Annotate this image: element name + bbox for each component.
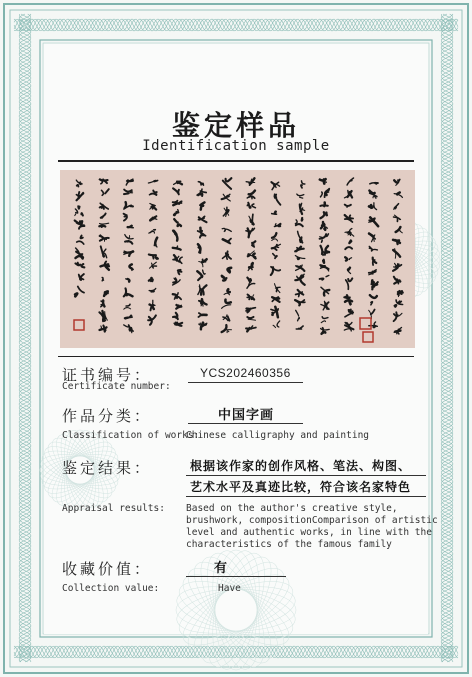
ink-character (247, 277, 255, 288)
ink-character (77, 236, 84, 245)
ink-character (394, 204, 399, 209)
title-divider (58, 160, 414, 162)
ink-character (296, 265, 305, 271)
ink-character (344, 323, 353, 332)
ink-character (394, 312, 402, 321)
ink-character (248, 263, 253, 270)
ink-character (100, 326, 107, 332)
ink-character (246, 178, 255, 185)
ink-character (173, 293, 181, 300)
classification-value-en: Chinese calligraphy and painting (186, 430, 370, 441)
ink-character (296, 310, 300, 320)
ink-character (370, 183, 378, 184)
ink-character (369, 270, 376, 275)
ink-character (271, 267, 280, 275)
ink-character (295, 300, 305, 305)
red-seal (74, 320, 84, 330)
appraisal-underline-2 (186, 496, 426, 497)
ink-character (321, 328, 330, 334)
ink-character (295, 218, 302, 226)
ink-character (395, 300, 403, 307)
ink-character (104, 291, 108, 296)
ink-character (150, 262, 157, 268)
ink-character (247, 295, 254, 300)
ink-character (274, 224, 280, 227)
ink-character (321, 301, 329, 310)
ink-character (150, 204, 156, 210)
ink-character (149, 230, 156, 234)
ink-character (246, 308, 255, 313)
ink-character (148, 315, 156, 324)
ink-character (370, 295, 377, 305)
ink-character (76, 180, 82, 187)
ink-character (125, 235, 133, 244)
ink-character (198, 182, 203, 186)
ink-character (223, 251, 232, 259)
ink-character (199, 299, 207, 307)
ink-character (149, 255, 158, 259)
ink-character (124, 202, 133, 209)
ink-character (222, 276, 227, 281)
ink-character (247, 317, 255, 320)
ink-character (369, 233, 376, 241)
ink-character (248, 251, 256, 258)
ink-character (398, 291, 403, 297)
ink-character (173, 278, 181, 285)
ink-character (222, 194, 231, 201)
ink-character (321, 317, 328, 323)
ink-character (102, 189, 109, 195)
ink-character (100, 235, 109, 241)
ink-character (321, 222, 328, 230)
ink-character (369, 217, 379, 226)
ink-character (345, 215, 353, 222)
ink-character (249, 214, 254, 224)
ink-character (99, 311, 107, 321)
ink-character (295, 247, 304, 252)
collection-value-underline (186, 576, 286, 577)
ink-character (320, 203, 327, 207)
ink-character (176, 305, 181, 309)
certificate-number-value: YCS202460356 (200, 366, 291, 380)
certificate-number-underline (188, 382, 303, 383)
ink-character (174, 219, 181, 226)
ink-character (223, 178, 232, 189)
ink-character (197, 189, 206, 196)
ink-character (148, 180, 157, 183)
ink-character (273, 254, 277, 259)
ink-character (101, 246, 107, 257)
ink-character (100, 203, 109, 209)
ink-character (174, 210, 179, 216)
ink-character (199, 323, 207, 330)
certificate-number-label: 证书编号： (62, 366, 153, 384)
ink-character (394, 180, 400, 186)
ink-character (198, 228, 206, 238)
ink-character (345, 205, 351, 208)
ink-character (394, 215, 401, 221)
ink-character (99, 223, 108, 227)
ink-character (321, 287, 329, 295)
ink-character (273, 321, 280, 328)
ink-character (197, 270, 205, 280)
ink-character (76, 248, 83, 259)
appraisal-value-en-line-1: Based on the author's creative style, (186, 503, 398, 514)
ink-character (222, 228, 231, 231)
appraisal-label: 鉴定结果： (62, 459, 153, 477)
ink-character (102, 278, 104, 281)
ink-character (178, 270, 182, 274)
ink-character (150, 191, 157, 196)
ink-character (75, 206, 83, 215)
ink-character (345, 241, 352, 250)
ink-character (345, 309, 353, 316)
ink-character (75, 263, 84, 268)
ink-character (298, 231, 303, 242)
ink-character (128, 226, 134, 228)
ink-character (393, 249, 400, 259)
ink-character (394, 277, 400, 284)
ink-character (246, 326, 256, 332)
classification-label: 作品分类： (62, 407, 153, 425)
ink-character (173, 246, 181, 250)
appraisal-label-en: Appraisal results: (62, 503, 165, 514)
appraisal-value-en-line-3: level and authentic works, in line with the (186, 527, 432, 538)
classification-value: 中国字画 (218, 408, 275, 423)
ink-character (198, 216, 206, 222)
ink-character (79, 274, 84, 280)
ink-character (124, 325, 133, 333)
ink-character (252, 241, 255, 247)
ink-character (369, 191, 376, 199)
ink-character (320, 179, 327, 184)
collection-value: 有 (214, 561, 229, 576)
ink-character (373, 258, 377, 265)
ink-character (154, 238, 157, 247)
red-seal (360, 318, 371, 329)
ink-character (149, 278, 153, 281)
certificate-title: 鉴定样品 (171, 109, 300, 142)
certificate-number-label-en: Certificate number: (62, 381, 171, 392)
ink-character (345, 257, 351, 260)
ink-character (275, 284, 281, 293)
ink-character (272, 233, 278, 241)
ink-character (124, 190, 133, 195)
ink-character (200, 202, 204, 209)
ink-character (320, 234, 329, 242)
ink-character (369, 203, 377, 210)
ink-character (101, 300, 105, 307)
ink-character (75, 221, 85, 229)
ink-character (296, 290, 304, 297)
ink-character (274, 194, 280, 205)
ink-character (224, 289, 230, 295)
ink-character (149, 289, 156, 292)
ink-character (321, 246, 330, 256)
ink-character (344, 190, 352, 198)
ink-character (150, 216, 157, 220)
ink-character (394, 193, 402, 198)
appraisal-value-line-2: 艺术水平及真迹比较，符合该名家特色 (190, 480, 412, 494)
ink-character (346, 278, 353, 289)
ink-character (296, 326, 303, 329)
artwork-divider (58, 356, 414, 357)
ink-character (174, 181, 182, 184)
ink-character (223, 207, 228, 216)
ink-character (150, 300, 155, 310)
ink-character (344, 295, 352, 304)
ink-character (173, 231, 177, 241)
ink-character (247, 203, 255, 209)
red-seal (363, 332, 373, 342)
ink-character (126, 179, 133, 185)
ink-character (321, 189, 330, 197)
classification-label-en: Classification of works: (62, 430, 200, 441)
ink-character (199, 259, 207, 267)
ink-character (345, 229, 354, 237)
collection-value-label-en: Collection value: (62, 583, 160, 594)
ink-character (126, 279, 130, 282)
ink-character (246, 228, 254, 237)
ink-character (75, 287, 84, 297)
ink-character (247, 191, 255, 199)
ink-character (173, 188, 179, 194)
ink-character (198, 313, 206, 317)
ink-character (295, 256, 304, 260)
ink-character (372, 280, 378, 289)
ink-character (272, 297, 280, 302)
ink-character (369, 246, 377, 250)
ink-character (101, 214, 106, 219)
calligraphy-artwork-image (60, 170, 415, 348)
appraisal-underline-1 (186, 475, 426, 476)
ink-character (227, 268, 231, 273)
ink-character (125, 315, 132, 319)
ink-character (320, 275, 329, 279)
appraisal-value-en-line-2: brushwork, compositionComparison of artistic (186, 515, 438, 526)
ink-character (271, 307, 278, 318)
collection-value-label: 收藏价值： (62, 560, 153, 578)
ink-character (198, 285, 207, 295)
ink-character (223, 239, 231, 244)
classification-underline (188, 423, 303, 424)
ink-character (272, 212, 277, 215)
ink-character (300, 203, 305, 214)
ink-character (124, 288, 133, 296)
ink-character (99, 179, 107, 183)
ink-character (320, 260, 329, 271)
ink-character (129, 264, 133, 270)
ink-character (272, 244, 281, 250)
appraisal-value-line-1: 根据该作家的创作风格、笔法、构图、 (190, 459, 412, 473)
ink-character (76, 192, 83, 200)
ink-character (347, 178, 353, 185)
ink-character (393, 240, 400, 244)
ink-character (396, 227, 403, 233)
ink-character (198, 244, 201, 253)
certificate-subtitle: Identification sample (142, 138, 330, 154)
collection-value-en: Have (218, 583, 241, 594)
ink-character (369, 322, 378, 327)
ink-character (297, 194, 304, 198)
ink-character (295, 274, 304, 285)
ink-character (124, 251, 134, 256)
ink-character (223, 315, 230, 321)
ink-character (173, 201, 182, 206)
ink-character (348, 268, 351, 274)
ink-character (173, 313, 178, 319)
ink-character (222, 300, 231, 309)
ink-character (222, 325, 232, 333)
ink-character (124, 304, 131, 309)
ink-character (174, 323, 182, 326)
ink-character (393, 263, 401, 270)
ink-character (321, 212, 327, 218)
ink-character (101, 262, 109, 270)
ink-character (271, 182, 279, 190)
ink-character (301, 181, 305, 188)
ink-character (124, 214, 127, 221)
appraisal-value-en-line-4: characteristics of the famous family (186, 539, 392, 550)
ink-character (173, 255, 182, 263)
ink-character (394, 328, 401, 334)
